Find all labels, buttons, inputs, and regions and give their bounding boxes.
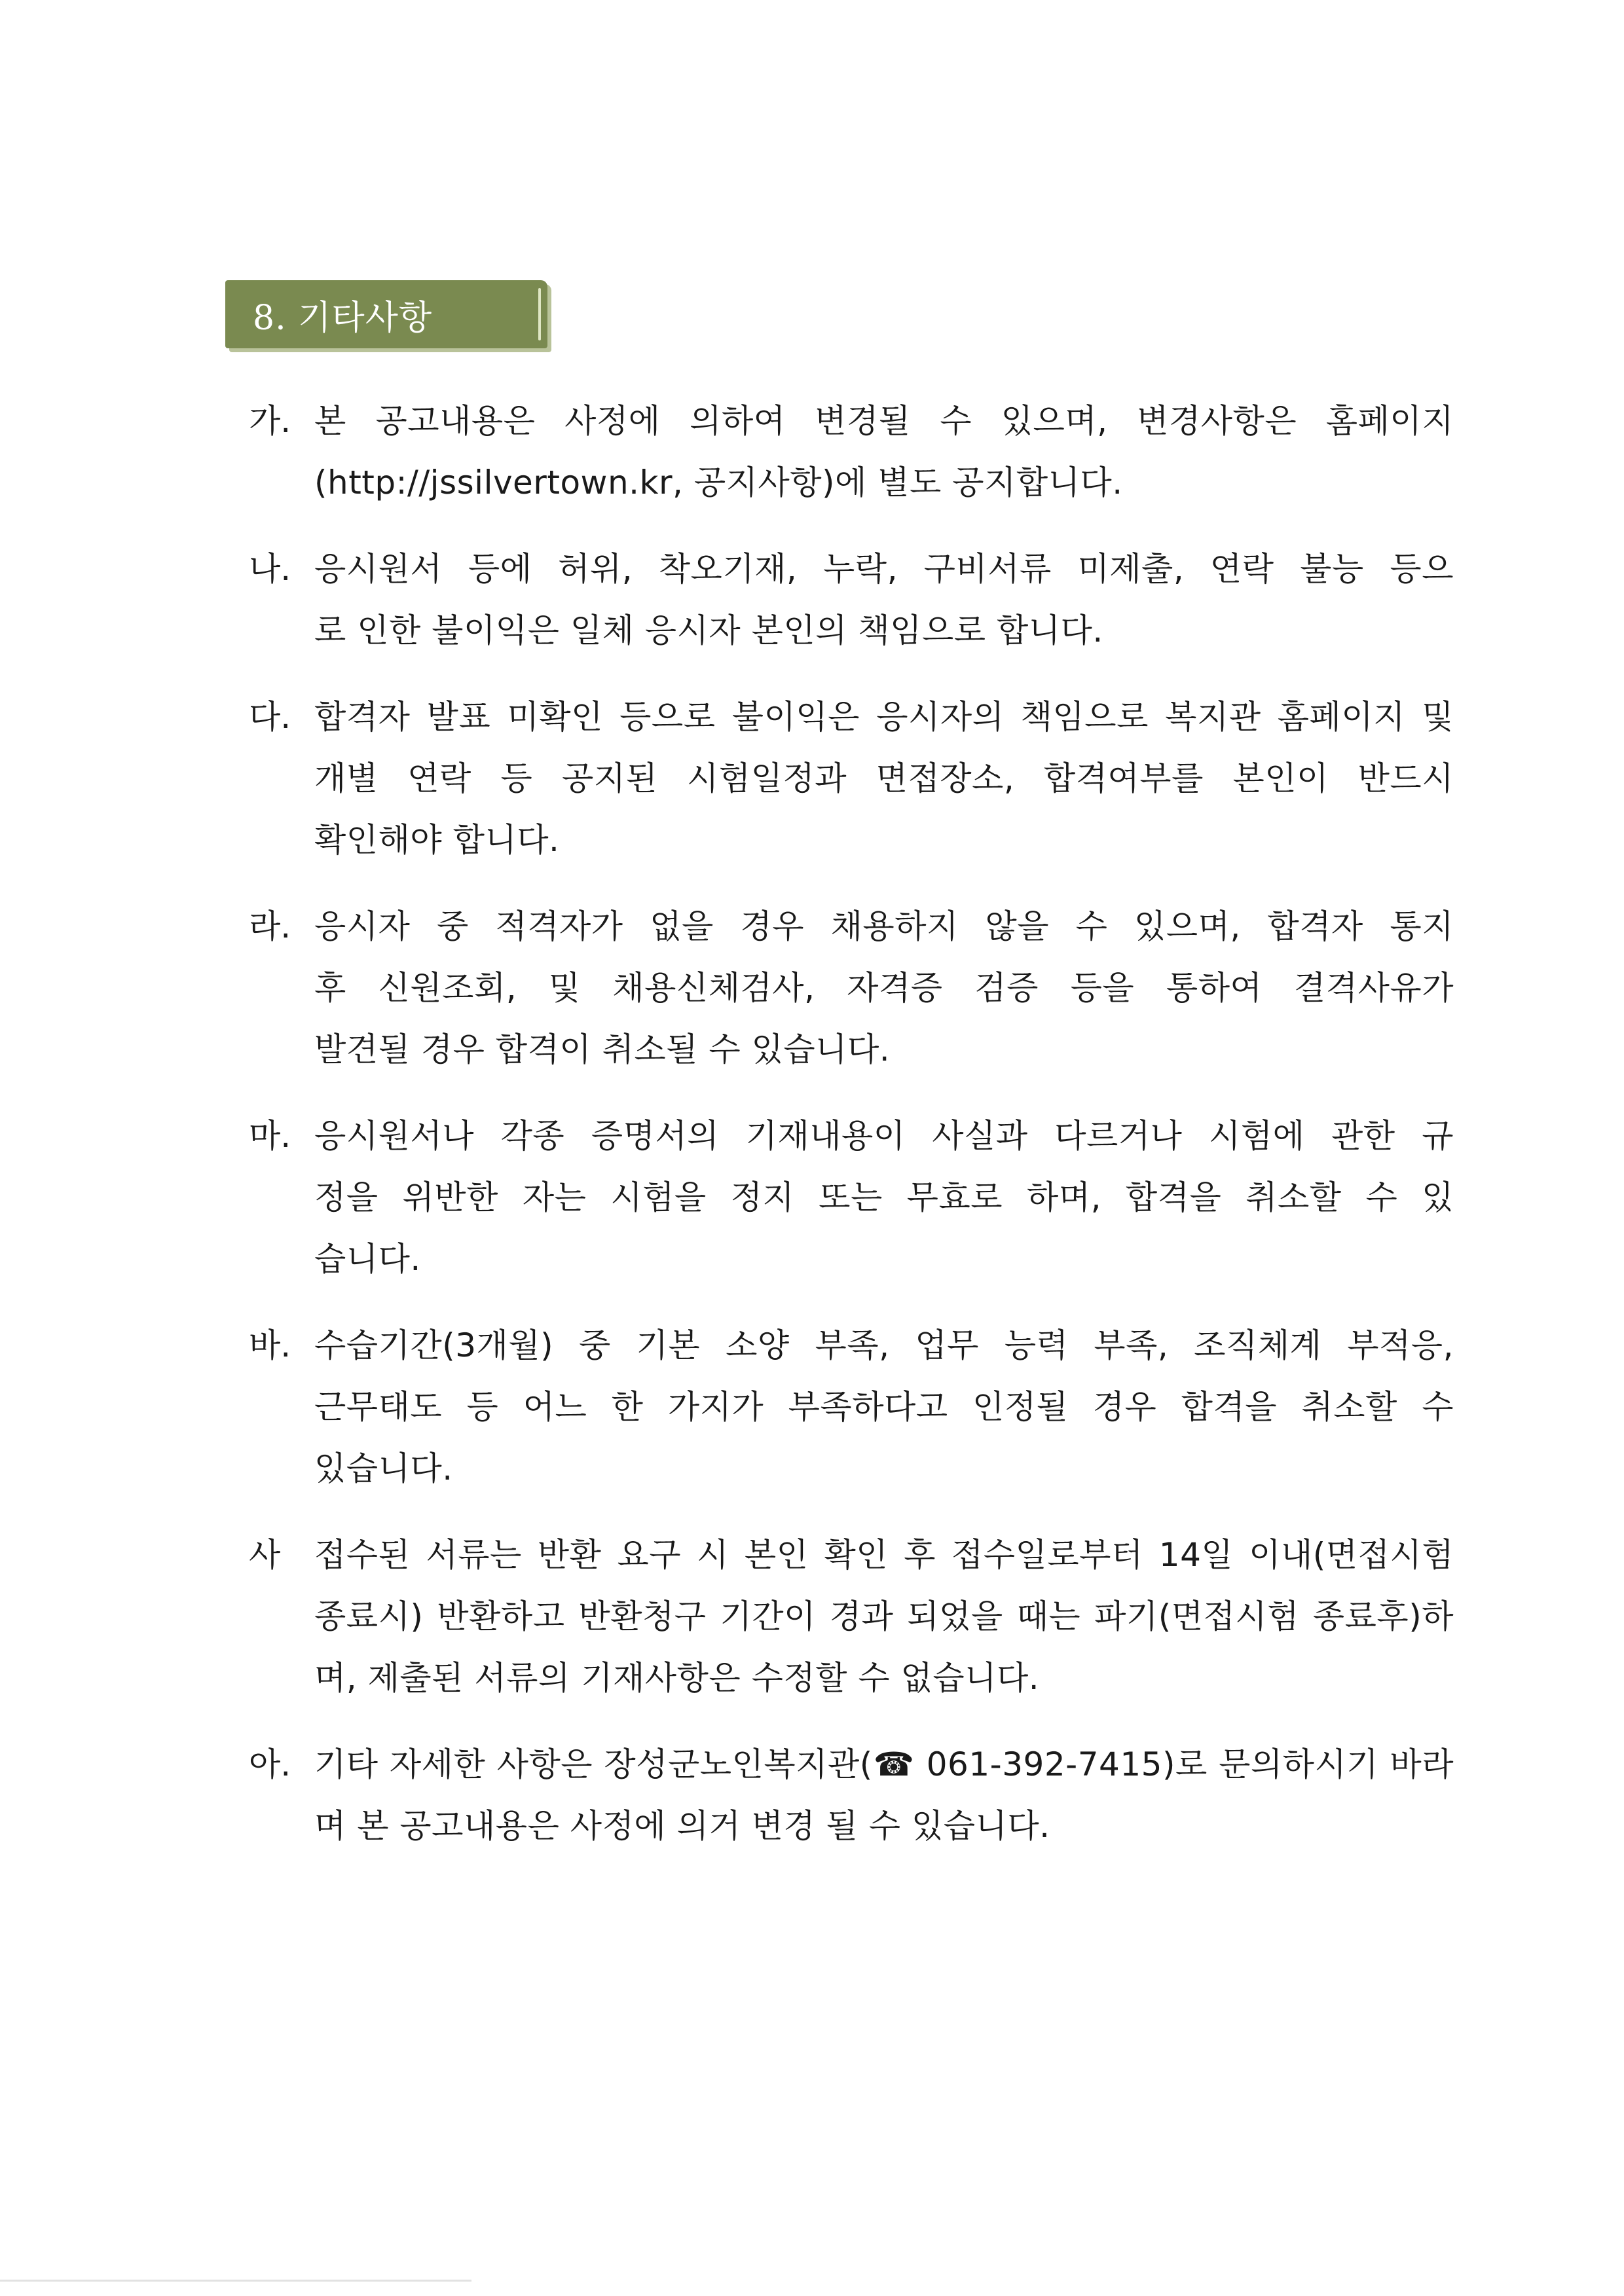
item-body <box>314 538 1454 661</box>
notice-item <box>249 896 1454 1080</box>
item-marker: 가. <box>249 402 291 440</box>
item-marker: 다. <box>249 698 291 736</box>
notice-item <box>249 1315 1454 1499</box>
item-line: 본 공고내용은 사정에 의하여 변경될 수 있으며, 변경사항은 홈페이지 <box>314 402 1454 440</box>
item-marker: 사 <box>249 1536 281 1574</box>
notice-item <box>249 1734 1454 1857</box>
item-line: 기타 자세한 사항은 장성군노인복지관(☎ 061-392-7415)로 문의하시기 바라 <box>314 1745 1454 1783</box>
notice-list <box>249 390 1454 1882</box>
item-marker: 마. <box>249 1117 291 1155</box>
notice-item <box>249 390 1454 513</box>
item-marker: 라. <box>249 907 291 945</box>
notice-item <box>249 538 1454 661</box>
item-line: 근무태도 등 어느 한 가지가 부족하다고 인정될 경우 합격을 취소할 수 <box>314 1388 1454 1426</box>
item-line: 응시원서 등에 허위, 착오기재, 누락, 구비서류 미제출, 연락 불능 등으 <box>314 550 1454 588</box>
item-marker: 아. <box>249 1745 291 1783</box>
item-marker: 바. <box>249 1326 291 1364</box>
item-body <box>314 1524 1454 1709</box>
item-line: 종료시) 반환하고 반환청구 기간이 경과 되었을 때는 파기(면접시험 종료후)하 <box>314 1597 1454 1635</box>
item-body <box>314 390 1454 513</box>
item-line: 접수된 서류는 반환 요구 시 본인 확인 후 접수일로부터 14일 이내(면접시험 <box>314 1536 1454 1574</box>
item-line: 며 본 공고내용은 사정에 의거 변경 될 수 있습니다. <box>314 1807 1050 1845</box>
item-line: 수습기간(3개월) 중 기본 소양 부족, 업무 능력 부족, 조직체계 부적응, <box>314 1326 1454 1364</box>
item-line: 정을 위반한 자는 시험을 정지 또는 무효로 하며, 합격을 취소할 수 있 <box>314 1178 1454 1216</box>
item-line: 후 신원조회, 및 채용신체검사, 자격증 검증 등을 통하여 결격사유가 <box>314 969 1454 1007</box>
item-line: 개별 연락 등 공지된 시험일정과 면접장소, 합격여부를 본인이 반드시 <box>314 759 1454 797</box>
item-line: 로 인한 불이익은 일체 응시자 본인의 책임으로 합니다. <box>314 611 1103 649</box>
item-body <box>314 1315 1454 1499</box>
item-marker: 나. <box>249 550 291 588</box>
notice-item <box>249 686 1454 871</box>
item-line: (http://jssilvertown.kr, 공지사항)에 별도 공지합니다. <box>314 464 1123 501</box>
section-header <box>225 280 547 348</box>
item-body <box>314 686 1454 871</box>
item-body <box>314 1734 1454 1857</box>
item-line: 며, 제출된 서류의 기재사항은 수정할 수 없습니다. <box>314 1659 1040 1697</box>
item-line: 응시자 중 적격자가 없을 경우 채용하지 않을 수 있으며, 합격자 통지 <box>314 907 1454 945</box>
item-body <box>314 896 1454 1080</box>
item-line: 발견될 경우 합격이 취소될 수 있습니다. <box>314 1030 891 1068</box>
section-title: 8. 기타사항 <box>253 298 433 338</box>
footer-rule <box>0 2280 471 2282</box>
item-line: 습니다. <box>314 1240 421 1278</box>
notice-item <box>249 1105 1454 1290</box>
item-line: 확인해야 합니다. <box>314 821 560 859</box>
item-line: 있습니다. <box>314 1449 453 1487</box>
item-body <box>314 1105 1454 1290</box>
item-line: 합격자 발표 미확인 등으로 불이익은 응시자의 책임으로 복지관 홈페이지 및 <box>314 698 1454 736</box>
item-line: 응시원서나 각종 증명서의 기재내용이 사실과 다르거나 시험에 관한 규 <box>314 1117 1454 1155</box>
notice-item <box>249 1524 1454 1709</box>
